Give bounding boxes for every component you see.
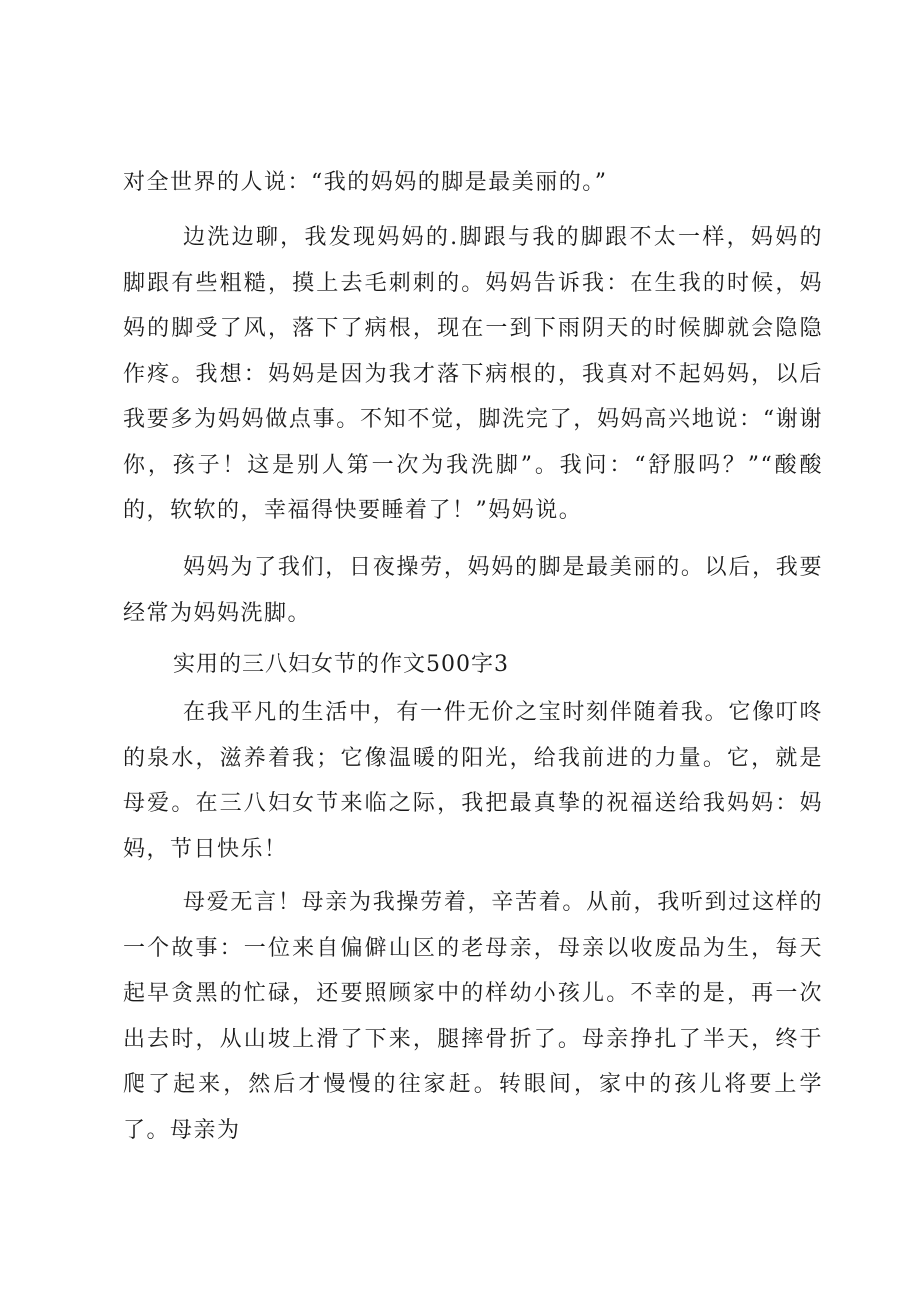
paragraph-foot-washing: 边洗边聊，我发现妈妈的.脚跟与我的脚跟不太一样，妈妈的脚跟有些粗糙，摸上去毛刺刺的。妈妈告诉我：在生我的时候，妈妈的脚受了风，落下了病根，现在一到下雨阴天的时候脚就会隐隐作疼。我想：妈妈是因为我才落下病根的，我真对不起妈妈，以后我要多为妈妈做点事。不知不觉，脚洗完了，妈妈高兴地说：“谢谢你，孩子！这是别人第一次为我洗脚”。我问：“舒服吗？”“酸酸的，软软的，幸福得快要睡着了！”妈妈说。 (123, 225, 823, 523)
paragraph-continuation: 对全世界的人说：“我的妈妈的脚是最美丽的。” (123, 170, 608, 195)
paragraph-conclusion: 妈妈为了我们，日夜操劳，妈妈的脚是最美丽的。以后，我要经常为妈妈洗脚。 (123, 555, 823, 626)
section-heading: 实用的三八妇女节的作文500字3 (173, 652, 509, 677)
paragraph-mother-love: 在我平凡的生活中，有一件无价之宝时刻伴随着我。它像叮咚的泉水，滋养着我；它像温暖的阳光，给我前进的力量。它，就是母爱。在三八妇女节来临之际，我把最真挚的祝福送给我妈妈：妈妈，节日快乐！ (123, 700, 823, 862)
paragraph-story: 母爱无言！母亲为我操劳着，辛苦着。从前，我听到过这样的一个故事：一位来自偏僻山区的老母亲，母亲以收废品为生，每天起早贪黑的忙碌，还要照顾家中的样幼小孩儿。不幸的是，再一次出去时，从山坡上滑了下来，腿摔骨折了。母亲挣扎了半天，终于爬了起来，然后才慢慢的往家赶。转眼间，家中的孩儿将要上学了。母亲为 (123, 890, 823, 1143)
